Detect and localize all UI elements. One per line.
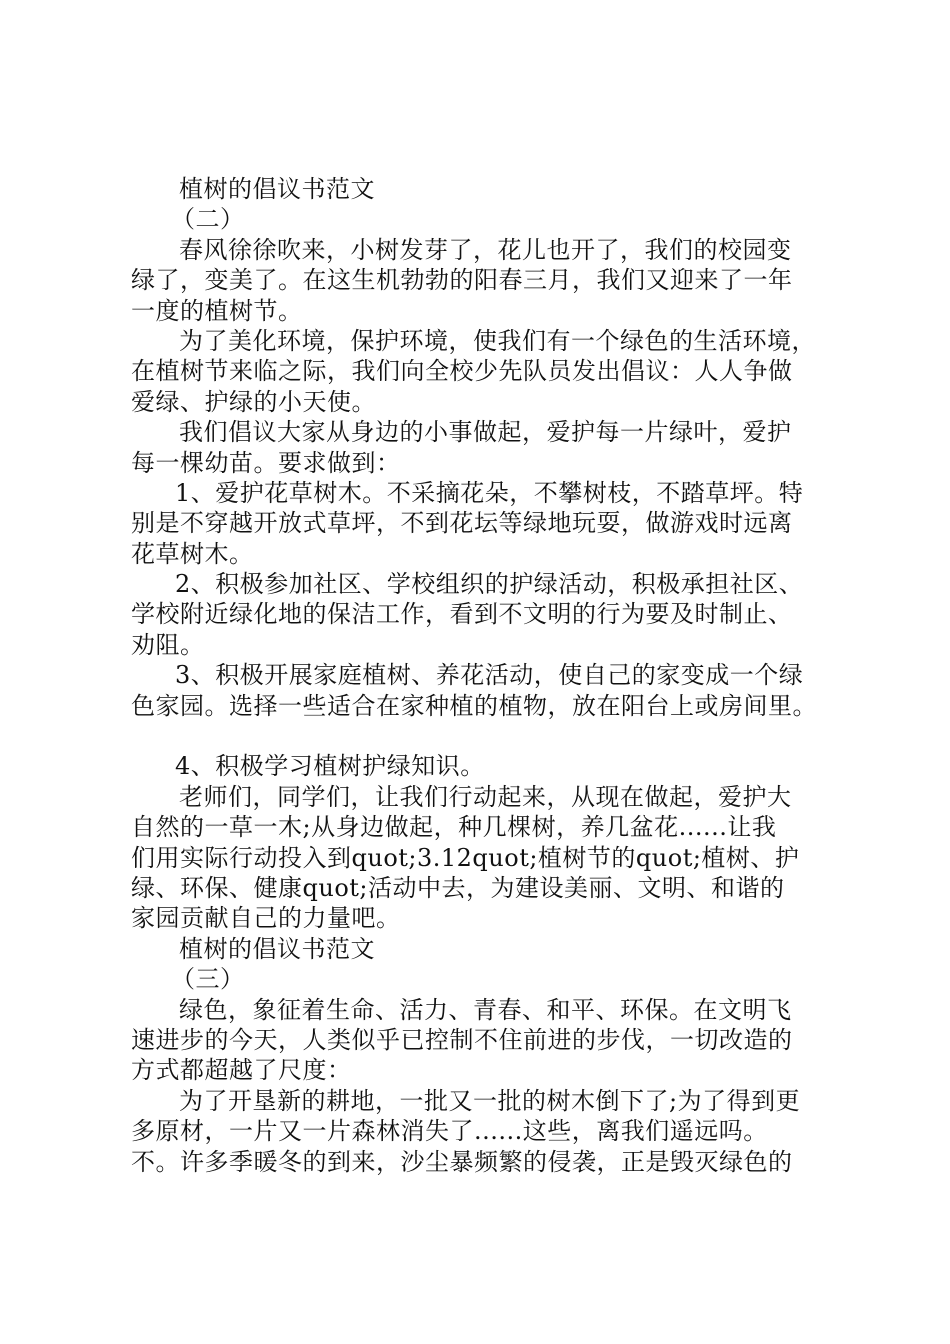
paragraph-line: 老师们，同学们，让我们行动起来，从现在做起，爱护大 [179, 782, 792, 811]
section-number: （三） [171, 965, 245, 994]
paragraph-line: 每一棵幼苗。要求做到： [131, 448, 401, 477]
paragraph-line: 一度的植树节。 [131, 296, 303, 325]
blank-line [131, 721, 831, 751]
list-item-line: 1、爱护花草树木。不采摘花朵，不攀树枝，不踏草坪。特 [175, 478, 804, 507]
paragraph-line: 方式都超越了尺度： [131, 1056, 352, 1085]
paragraph-line: 为了开垦新的耕地，一批又一批的树木倒下了;为了得到更 [179, 1086, 801, 1115]
list-item-line: 别是不穿越开放式草坪，不到花坛等绿地玩耍，做游戏时远离 [131, 509, 793, 538]
paragraph-line: 我们倡议大家从身边的小事做起，爱护每一片绿叶，爱护 [179, 418, 792, 447]
section-title: 植树的倡议书范文 [179, 175, 375, 203]
list-item-line: 花草树木。 [131, 539, 254, 568]
document-body [131, 174, 831, 1177]
paragraph-line: 春风徐徐吹来，小树发芽了，花儿也开了，我们的校园变 [179, 235, 792, 264]
list-item-line: 2、积极参加社区、学校组织的护绿活动，积极承担社区、 [175, 570, 804, 599]
paragraph-line: 绿色，象征着生命、活力、青春、和平、环保。在文明飞 [179, 995, 792, 1024]
paragraph-line: 自然的一草一木;从身边做起，种几棵树，养几盆花......让我 [131, 813, 777, 842]
list-item-line: 劝阻。 [131, 630, 205, 659]
list-item-line: 学校附近绿化地的保洁工作，看到不文明的行为要及时制止、 [131, 600, 793, 629]
list-item-line: 色家园。选择一些适合在家种植的植物，放在阳台上或房间里。 [131, 691, 817, 720]
section-number: （二） [171, 205, 245, 234]
paragraph-line: 们用实际行动投入到quot;3.12quot;植树节的quot;植树、护 [131, 843, 800, 872]
paragraph-line: 不。许多季暖冬的到来，沙尘暴频繁的侵袭，正是毁灭绿色的 [131, 1147, 793, 1176]
list-item-line: 4、积极学习植树护绿知识。 [175, 752, 485, 781]
paragraph-line: 绿了，变美了。在这生机勃勃的阳春三月，我们又迎来了一年 [131, 266, 793, 295]
paragraph-line: 爱绿、护绿的小天使。 [131, 387, 376, 416]
paragraph-line: 家园贡献自己的力量吧。 [131, 904, 401, 933]
paragraph-line: 绿、环保、健康quot;活动中去，为建设美丽、文明、和谐的 [131, 873, 785, 902]
paragraph-line: 在植树节来临之际，我们向全校少先队员发出倡议：人人争做 [131, 357, 793, 386]
section-title: 植树的倡议书范文 [179, 934, 375, 963]
paragraph-line: 速进步的今天，人类似乎已控制不住前进的步伐，一切改造的 [131, 1025, 793, 1054]
paragraph-line: 多原材，一片又一片森林消失了......这些，离我们遥远吗。 [131, 1117, 768, 1146]
paragraph-line: 为了美化环境，保护环境，使我们有一个绿色的生活环境， [179, 326, 816, 355]
list-item-line: 3、积极开展家庭植树、养花活动，使自己的家变成一个绿 [175, 661, 804, 690]
